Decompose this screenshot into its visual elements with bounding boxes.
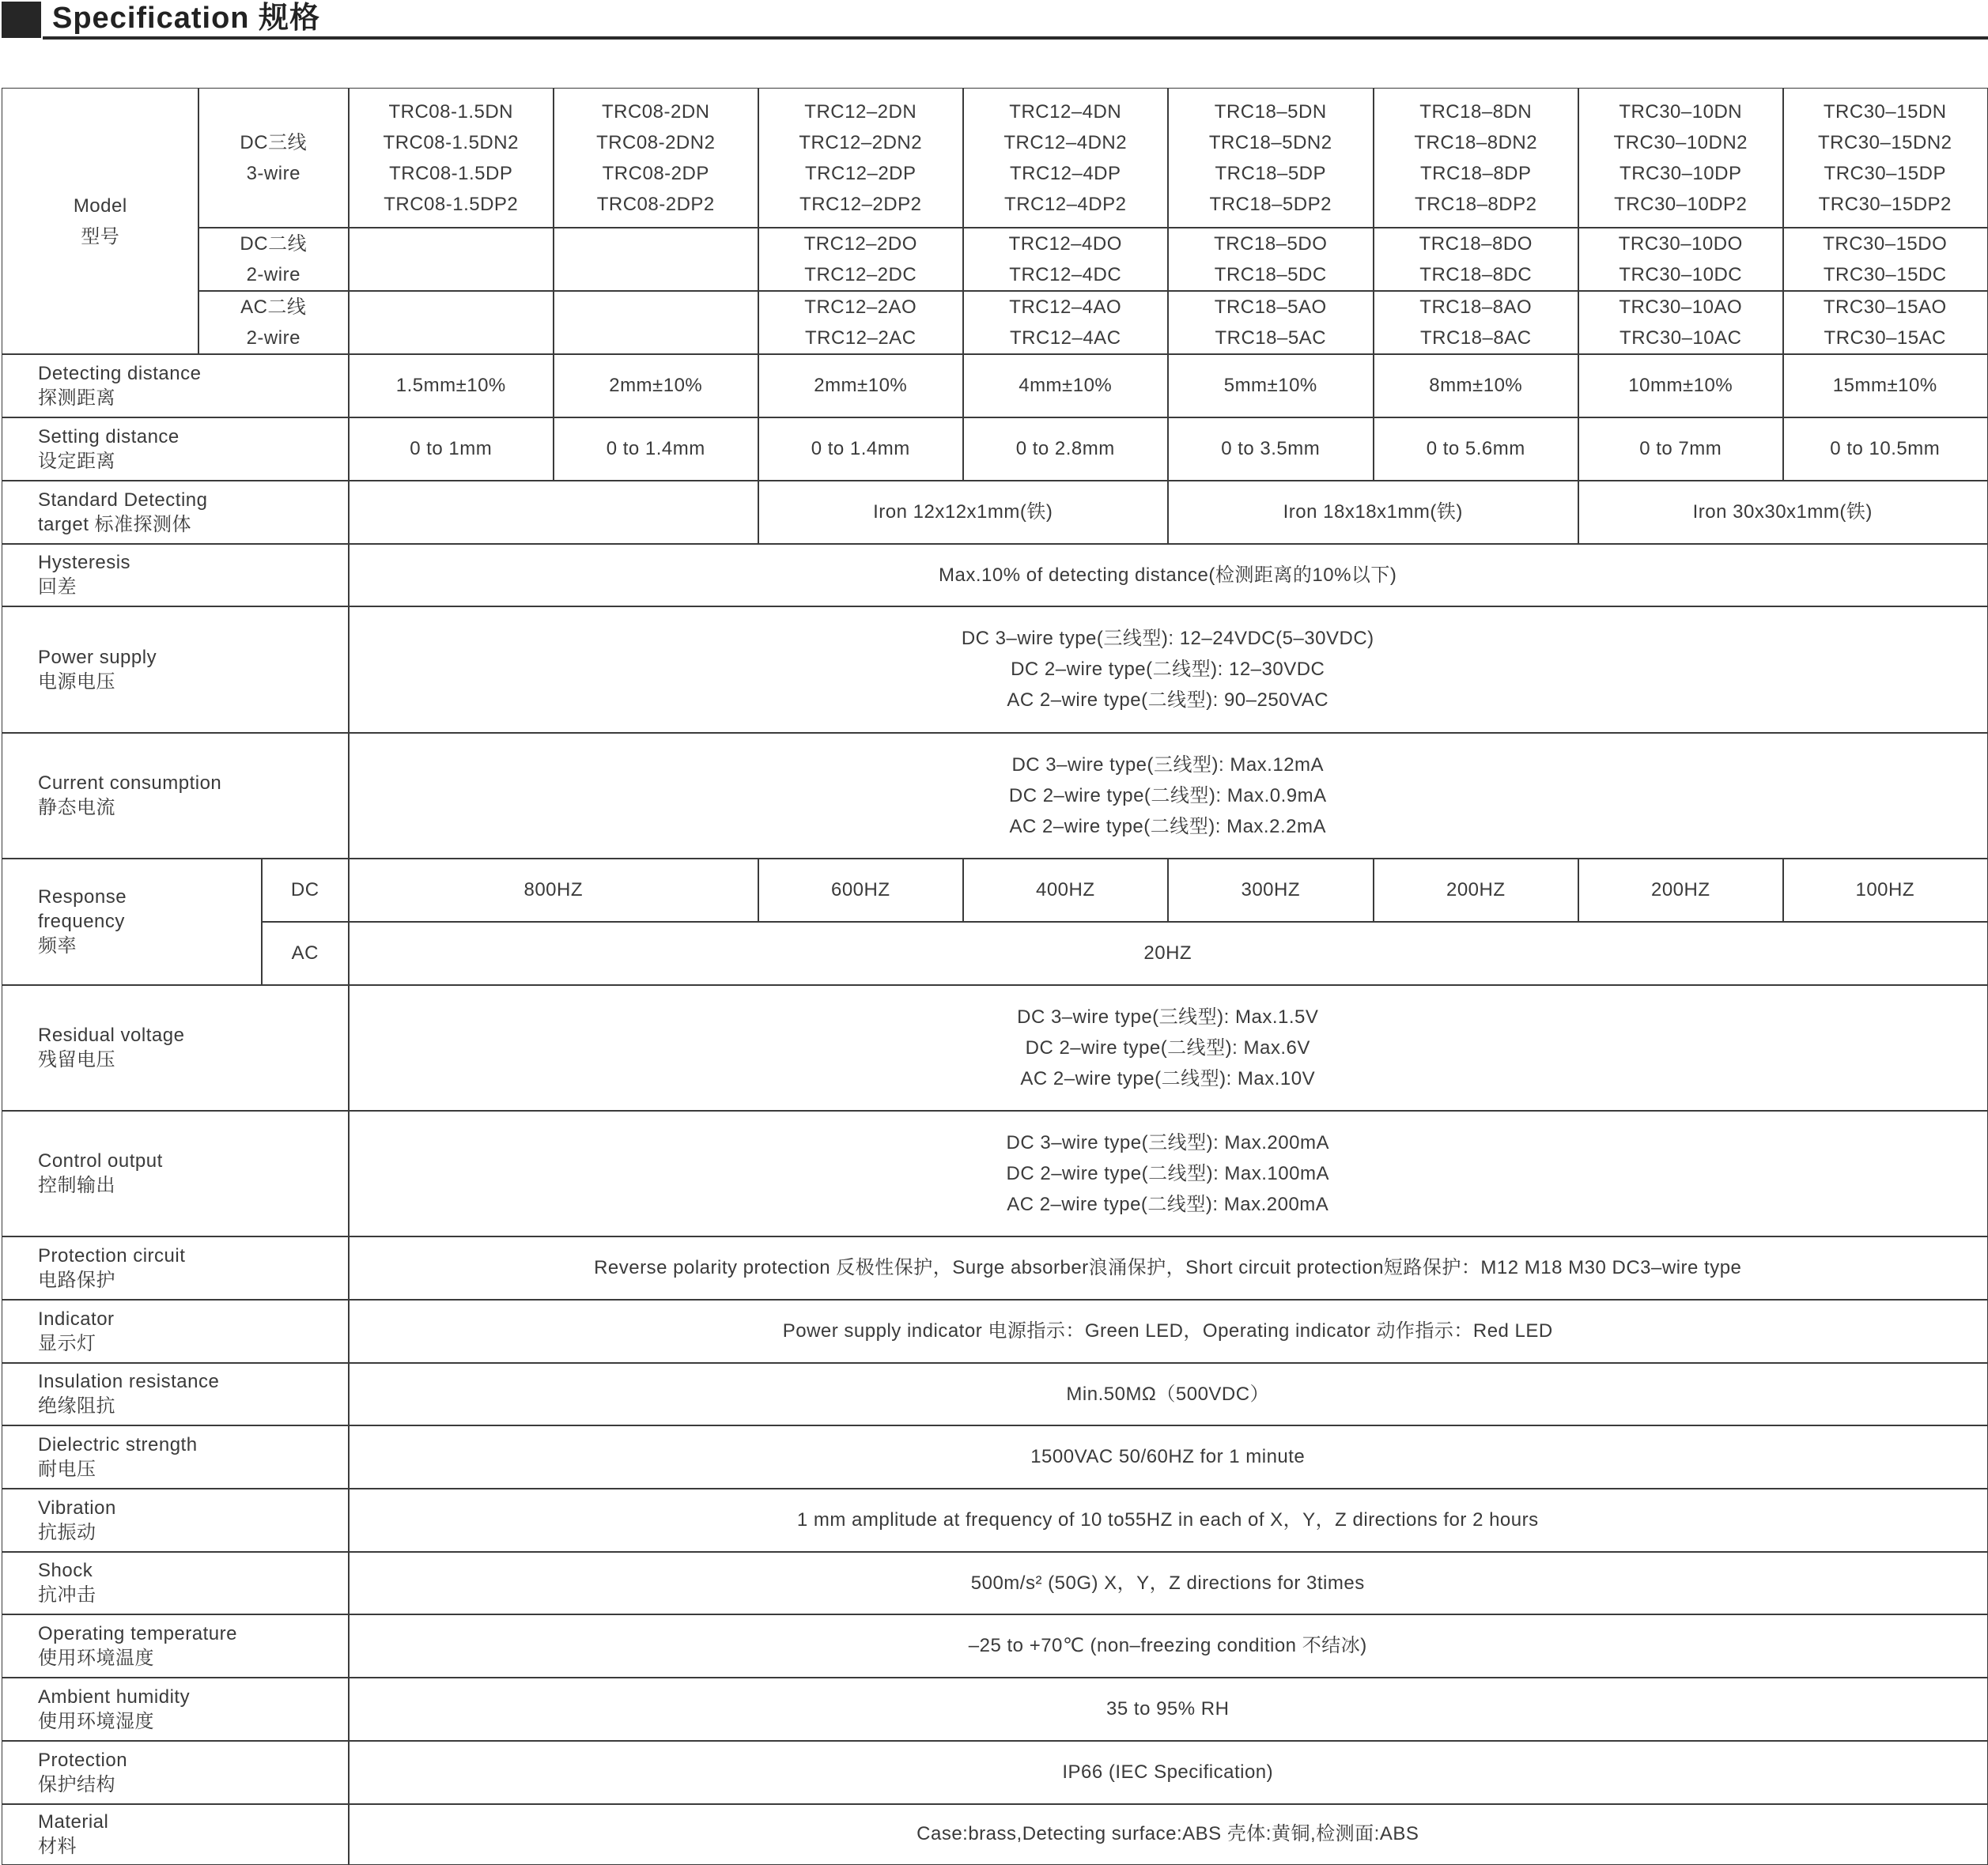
dc2-wire-label-line: DC二线 — [240, 232, 308, 255]
model-dc3-cell — [1167, 88, 1374, 228]
model-dc3-cell-line: TRC18–8DP — [1419, 162, 1532, 184]
model-label — [2, 88, 199, 355]
detecting-distance-value-line: 15mm±10% — [1832, 375, 1937, 397]
material-label — [2, 1803, 350, 1865]
model-dc3-cell-line: TRC18–5DN2 — [1208, 131, 1332, 153]
indicator-label — [2, 1299, 350, 1364]
dc3-wire-label-line: DC三线 — [240, 131, 308, 153]
detecting-distance-value-line: 10mm±10% — [1628, 375, 1733, 397]
detecting-distance-label-line: 探测距离 — [38, 387, 115, 409]
model-ac2-cell — [1373, 290, 1579, 355]
model-label-line: Model — [73, 194, 127, 217]
header-square-mark — [2, 2, 41, 38]
shock-value-line: 500m/s² (50G) X，Y，Z directions for 3times — [970, 1572, 1365, 1594]
model-dc3-cell-line: TRC08-2DP — [602, 162, 709, 184]
response-dc-value-line: 800HZ — [523, 879, 584, 901]
current-consumption-value-line: DC 3–wire type(三线型): Max.12mA — [1011, 753, 1325, 776]
ambient-humidity-label — [2, 1677, 350, 1742]
response-frequency-label-line: 频率 — [38, 935, 77, 957]
detecting-distance-label — [2, 353, 350, 418]
standard-target-value-line: Iron 30x30x1mm(铁) — [1692, 501, 1873, 523]
model-dc3-cell-line: TRC08-1.5DP — [389, 162, 513, 184]
dielectric-strength-label — [2, 1425, 350, 1489]
model-dc3-cell-line: TRC30–10DP — [1620, 162, 1742, 184]
model-ac2-cell-line: TRC12–4AC — [1009, 327, 1121, 349]
model-ac2-cell-line: TRC18–5AC — [1215, 327, 1327, 349]
shock-label-line: Shock — [38, 1560, 93, 1582]
model-dc3-cell-line: TRC18–8DN2 — [1414, 131, 1538, 153]
protection-circuit-label-line: 电路保护 — [38, 1269, 115, 1291]
control-output-label — [2, 1110, 350, 1237]
response-dc-value-line: 100HZ — [1855, 879, 1915, 901]
model-dc3-cell-line: TRC18–8DN — [1419, 100, 1533, 123]
material-label-line: 材料 — [38, 1835, 77, 1857]
model-ac2-cell-line: TRC12–2AO — [804, 296, 917, 318]
model-dc3-cell-line: TRC18–5DP2 — [1209, 193, 1332, 215]
model-dc2-cell-line: TRC30–10DC — [1619, 263, 1743, 285]
control-output-label-line: 控制输出 — [38, 1175, 115, 1197]
material-value-line: Case:brass,Detecting surface:ABS 壳体:黄铜,检测面:ABS — [917, 1823, 1419, 1845]
operating-temperature-value-line: –25 to +70℃ (non–freezing condition 不结冰) — [968, 1635, 1367, 1657]
response-ac-label — [261, 921, 350, 986]
model-label-line: 型号 — [81, 225, 120, 247]
setting-distance-value — [1578, 417, 1784, 481]
spec-table — [2, 88, 1986, 1863]
setting-distance-value — [348, 417, 554, 481]
model-ac2-cell-line: TRC18–8AO — [1419, 296, 1533, 318]
model-dc3-cell-line: TRC30–15DN2 — [1817, 131, 1952, 153]
model-dc3-cell-line: TRC12–2DN2 — [799, 131, 923, 153]
model-ac2-cell-line: TRC30–15AO — [1823, 296, 1947, 318]
model-dc2-cell-line: TRC18–5DC — [1214, 263, 1327, 285]
model-ac2-cell-line: TRC30–15AC — [1824, 327, 1946, 349]
detecting-distance-value-line: 8mm±10% — [1429, 375, 1523, 397]
residual-voltage-value — [348, 984, 1988, 1112]
model-dc3-cell-line: TRC12–2DP2 — [799, 193, 922, 215]
response-dc-value-line: 600HZ — [830, 879, 890, 901]
detecting-distance-value — [348, 353, 554, 418]
model-ac2-cell-line: TRC18–8AC — [1419, 327, 1532, 349]
setting-distance-value — [758, 417, 964, 481]
control-output-label-line: Control output — [38, 1150, 163, 1172]
current-consumption-value — [348, 732, 1988, 859]
detecting-distance-value-line: 1.5mm±10% — [395, 375, 506, 397]
model-dc2-cell-line: TRC12–2DC — [804, 263, 917, 285]
vibration-label-line: 抗振动 — [38, 1521, 96, 1543]
model-dc3-cell-line: TRC08-2DP2 — [596, 193, 715, 215]
model-dc3-cell-line: TRC30–10DN2 — [1613, 131, 1748, 153]
response-dc-value — [758, 858, 964, 923]
model-dc3-cell-line: TRC08-1.5DN2 — [383, 131, 519, 153]
protection-label-line: Protection — [38, 1749, 128, 1771]
control-output-value-line: DC 3–wire type(三线型): Max.200mA — [1006, 1131, 1329, 1153]
model-dc2-cell-line: TRC18–8DC — [1419, 263, 1533, 285]
setting-distance-value-line: 0 to 5.6mm — [1426, 438, 1525, 460]
standard-target-value — [1167, 480, 1579, 545]
standard-target-label — [2, 480, 350, 545]
protection-circuit-value-line: Reverse polarity protection 反极性保护，Surge absorber浪涌保护，Short circuit protection短路保护：M12 M18 M30 DC3–wire type — [594, 1257, 1742, 1279]
detecting-distance-value — [962, 353, 1169, 418]
hysteresis-label-line: 回差 — [38, 576, 77, 598]
protection-label — [2, 1740, 350, 1805]
residual-voltage-label-line: Residual voltage — [38, 1025, 185, 1047]
setting-distance-value-line: 0 to 10.5mm — [1830, 438, 1941, 460]
hysteresis-label — [2, 543, 350, 607]
model-ac2-cell-line: TRC30–10AC — [1620, 327, 1742, 349]
model-ac2-cell — [348, 290, 554, 355]
setting-distance-value-line: 0 to 3.5mm — [1221, 438, 1321, 460]
standard-target-value — [758, 480, 1169, 545]
setting-distance-label-line: Setting distance — [38, 425, 180, 447]
response-dc-value-line: 200HZ — [1650, 879, 1710, 901]
detecting-distance-label-line: Detecting distance — [38, 362, 202, 384]
model-dc3-cell-line: TRC30–10DP2 — [1614, 193, 1748, 215]
dc2-wire-label-line: 2-wire — [246, 263, 300, 285]
page-header — [0, 0, 1988, 43]
model-dc3-cell — [1373, 88, 1579, 228]
detecting-distance-value-line: 2mm±10% — [814, 375, 908, 397]
hysteresis-label-line: Hysteresis — [38, 552, 131, 574]
setting-distance-value — [962, 417, 1169, 481]
detecting-distance-value-line: 2mm±10% — [609, 375, 703, 397]
model-dc3-cell-line: TRC18–5DP — [1215, 162, 1327, 184]
detecting-distance-value — [553, 353, 759, 418]
detecting-distance-value — [758, 353, 964, 418]
model-dc3-cell — [553, 88, 759, 228]
ambient-humidity-value — [348, 1677, 1988, 1742]
model-dc3-cell-line: TRC12–4DP2 — [1004, 193, 1127, 215]
control-output-value-line: DC 2–wire type(二线型): Max.100mA — [1006, 1162, 1329, 1184]
model-ac2-cell — [1578, 290, 1784, 355]
model-ac2-cell — [1782, 290, 1988, 355]
detecting-distance-value-line: 5mm±10% — [1223, 375, 1317, 397]
model-dc2-cell-line: TRC18–5DO — [1214, 232, 1328, 255]
insulation-resistance-value-line: Min.50MΩ（500VDC） — [1066, 1383, 1270, 1405]
setting-distance-value — [1167, 417, 1374, 481]
detecting-distance-value — [1782, 353, 1988, 418]
model-dc2-cell-line: TRC18–8DO — [1419, 232, 1533, 255]
vibration-value-line: 1 mm amplitude at frequency of 10 to55HZ in each of X，Y，Z directions for 2 hours — [796, 1509, 1539, 1531]
model-dc2-cell-line: TRC12–2DO — [803, 232, 917, 255]
response-dc-value — [1167, 858, 1374, 923]
model-dc3-cell-line: TRC08-2DN — [601, 100, 710, 123]
model-dc3-cell-line: TRC30–10DN — [1619, 100, 1743, 123]
hysteresis-value — [348, 543, 1988, 607]
model-dc3-cell — [348, 88, 554, 228]
power-supply-value-line: DC 3–wire type(三线型): 12–24VDC(5–30VDC) — [961, 628, 1374, 650]
insulation-resistance-label-line: Insulation resistance — [38, 1371, 220, 1393]
protection-value — [348, 1740, 1988, 1805]
power-supply-label — [2, 606, 350, 734]
standard-target-value-line: Iron 12x12x1mm(铁) — [873, 501, 1053, 523]
detecting-distance-value-line: 4mm±10% — [1019, 375, 1113, 397]
response-ac-value-line: 20HZ — [1143, 942, 1192, 965]
model-ac2-cell — [758, 290, 964, 355]
power-supply-value — [348, 606, 1988, 734]
model-dc2-cell-line: TRC30–10DO — [1618, 232, 1743, 255]
model-dc3-cell-line: TRC12–2DN — [804, 100, 917, 123]
operating-temperature-label-line: Operating temperature — [38, 1622, 237, 1644]
response-dc-label-line: DC — [290, 879, 319, 901]
residual-voltage-value-line: DC 3–wire type(三线型): Max.1.5V — [1017, 1006, 1319, 1028]
dielectric-strength-label-line: Dielectric strength — [38, 1433, 198, 1455]
current-consumption-value-line: DC 2–wire type(二线型): Max.0.9mA — [1008, 784, 1327, 806]
insulation-resistance-label — [2, 1362, 350, 1426]
setting-distance-label — [2, 417, 350, 481]
setting-distance-value-line: 0 to 1mm — [410, 438, 493, 460]
current-consumption-label-line: Current consumption — [38, 772, 222, 795]
standard-target-value-line: Iron 18x18x1mm(铁) — [1283, 501, 1463, 523]
ambient-humidity-value-line: 35 to 95% RH — [1106, 1698, 1230, 1720]
model-ac2-cell-line: TRC18–5AO — [1214, 296, 1327, 318]
setting-distance-value-line: 0 to 2.8mm — [1015, 438, 1115, 460]
shock-value — [348, 1551, 1988, 1615]
operating-temperature-label — [2, 1614, 350, 1678]
model-dc3-cell-line: TRC12–2DP — [804, 162, 917, 184]
setting-distance-value — [553, 417, 759, 481]
control-output-value — [348, 1110, 1988, 1237]
vibration-value — [348, 1488, 1988, 1553]
model-ac2-cell — [1167, 290, 1374, 355]
hysteresis-value-line: Max.10% of detecting distance(检测距离的10%以下) — [939, 564, 1397, 586]
vibration-label-line: Vibration — [38, 1497, 116, 1519]
model-dc2-cell — [962, 227, 1169, 292]
setting-distance-label-line: 设定距离 — [38, 450, 115, 472]
protection-label-line: 保护结构 — [38, 1773, 115, 1795]
detecting-distance-value — [1167, 353, 1374, 418]
ac2-wire-label-line: 2-wire — [246, 327, 300, 349]
detecting-distance-value — [1373, 353, 1579, 418]
residual-voltage-label-line: 残留电压 — [38, 1049, 115, 1071]
setting-distance-value-line: 0 to 1.4mm — [606, 438, 705, 460]
current-consumption-label — [2, 732, 350, 859]
protection-circuit-label — [2, 1236, 350, 1301]
model-dc2-cell — [553, 227, 759, 292]
model-ac2-cell — [553, 290, 759, 355]
material-label-line: Material — [38, 1810, 109, 1833]
detecting-distance-value — [1578, 353, 1784, 418]
model-dc3-cell — [962, 88, 1169, 228]
response-dc-value-line: 200HZ — [1446, 879, 1506, 901]
model-dc2-cell-line: TRC30–15DO — [1823, 232, 1948, 255]
setting-distance-value-line: 0 to 1.4mm — [811, 438, 910, 460]
response-dc-value — [962, 858, 1169, 923]
response-dc-value — [348, 858, 759, 923]
model-dc2-cell-line: TRC12–4DC — [1009, 263, 1122, 285]
model-dc3-cell-line: TRC18–5DN — [1214, 100, 1327, 123]
response-dc-value — [1782, 858, 1988, 923]
model-dc3-cell — [758, 88, 964, 228]
model-dc3-cell-line: TRC08-1.5DN — [388, 100, 514, 123]
model-dc3-cell — [1782, 88, 1988, 228]
model-dc2-cell — [1373, 227, 1579, 292]
response-frequency-label — [2, 858, 263, 986]
response-dc-label — [261, 858, 350, 923]
protection-circuit-label-line: Protection circuit — [38, 1244, 186, 1267]
ambient-humidity-label-line: Ambient humidity — [38, 1686, 191, 1708]
model-dc3-cell — [1578, 88, 1784, 228]
model-dc3-cell-line: TRC30–15DN — [1823, 100, 1947, 123]
model-dc3-cell-line: TRC12–4DN — [1009, 100, 1122, 123]
model-ac2-cell — [962, 290, 1169, 355]
header-rule — [43, 36, 1988, 40]
ac2-wire-label — [198, 290, 350, 355]
dc3-wire-label — [198, 88, 350, 228]
model-ac2-cell-line: TRC12–2AC — [804, 327, 917, 349]
control-output-value-line: AC 2–wire type(二线型): Max.200mA — [1007, 1193, 1329, 1215]
response-dc-value-line: 400HZ — [1035, 879, 1095, 901]
model-dc3-cell-line: TRC08-2DN2 — [596, 131, 716, 153]
model-dc2-cell — [1167, 227, 1374, 292]
current-consumption-label-line: 静态电流 — [38, 797, 115, 819]
power-supply-value-line: DC 2–wire type(二线型): 12–30VDC — [1011, 659, 1325, 681]
operating-temperature-label-line: 使用环境温度 — [38, 1647, 154, 1669]
model-dc3-cell-line: TRC30–15DP — [1824, 162, 1946, 184]
ambient-humidity-label-line: 使用环境湿度 — [38, 1710, 154, 1732]
dielectric-strength-value-line: 1500VAC 50/60HZ for 1 minute — [1030, 1446, 1306, 1468]
response-frequency-label-line: frequency — [38, 911, 125, 933]
response-dc-value-line: 300HZ — [1241, 879, 1301, 901]
residual-voltage-label — [2, 984, 350, 1112]
dc2-wire-label — [198, 227, 350, 292]
model-dc2-cell — [348, 227, 554, 292]
dc3-wire-label-line: 3-wire — [246, 162, 300, 184]
indicator-value — [348, 1299, 1988, 1364]
shock-label-line: 抗冲击 — [38, 1584, 96, 1606]
model-dc3-cell-line: TRC18–8DP2 — [1415, 193, 1537, 215]
ac2-wire-label-line: AC二线 — [240, 296, 307, 318]
model-dc2-cell — [758, 227, 964, 292]
dielectric-strength-label-line: 耐电压 — [38, 1458, 96, 1480]
setting-distance-value-line: 0 to 7mm — [1639, 438, 1722, 460]
response-ac-value — [348, 921, 1988, 986]
response-ac-label-line: AC — [291, 942, 319, 965]
page-title: Specification 规格 — [52, 2, 321, 35]
standard-target-label-line: Standard Detecting — [38, 489, 208, 511]
response-frequency-label-line: Response — [38, 886, 127, 908]
current-consumption-value-line: AC 2–wire type(二线型): Max.2.2mA — [1009, 815, 1326, 837]
model-dc2-cell-line: TRC12–4DO — [1008, 232, 1122, 255]
insulation-resistance-value — [348, 1362, 1988, 1426]
operating-temperature-value — [348, 1614, 1988, 1678]
indicator-label-line: 显示灯 — [38, 1332, 96, 1354]
model-dc3-cell-line: TRC30–15DP2 — [1818, 193, 1952, 215]
standard-target-value — [348, 480, 759, 545]
model-dc2-cell-line: TRC30–15DC — [1823, 263, 1947, 285]
protection-circuit-value — [348, 1236, 1988, 1301]
vibration-label — [2, 1488, 350, 1553]
residual-voltage-value-line: AC 2–wire type(二线型): Max.10V — [1020, 1067, 1316, 1089]
insulation-resistance-label-line: 绝缘阻抗 — [38, 1395, 115, 1418]
setting-distance-value — [1782, 417, 1988, 481]
model-dc2-cell — [1782, 227, 1988, 292]
dielectric-strength-value — [348, 1425, 1988, 1489]
standard-target-label-line: target 标准探测体 — [38, 513, 192, 535]
residual-voltage-value-line: DC 2–wire type(二线型): Max.6V — [1025, 1036, 1310, 1059]
model-dc2-cell — [1578, 227, 1784, 292]
protection-value-line: IP66 (IEC Specification) — [1062, 1761, 1274, 1784]
indicator-label-line: Indicator — [38, 1308, 115, 1330]
power-supply-value-line: AC 2–wire type(二线型): 90–250VAC — [1007, 689, 1329, 712]
power-supply-label-line: Power supply — [38, 646, 157, 668]
indicator-value-line: Power supply indicator 电源指示：Green LED，Operating indicator 动作指示：Red LED — [782, 1320, 1553, 1342]
setting-distance-value — [1373, 417, 1579, 481]
response-dc-value — [1373, 858, 1579, 923]
model-ac2-cell-line: TRC30–10AO — [1619, 296, 1743, 318]
model-ac2-cell-line: TRC12–4AO — [1009, 296, 1122, 318]
response-dc-value — [1578, 858, 1784, 923]
model-dc3-cell-line: TRC12–4DP — [1009, 162, 1121, 184]
model-dc3-cell-line: TRC12–4DN2 — [1003, 131, 1128, 153]
shock-label — [2, 1551, 350, 1615]
material-value — [348, 1803, 1988, 1865]
model-dc3-cell-line: TRC08-1.5DP2 — [384, 193, 519, 215]
standard-target-value — [1578, 480, 1988, 545]
power-supply-label-line: 电源电压 — [38, 670, 115, 693]
